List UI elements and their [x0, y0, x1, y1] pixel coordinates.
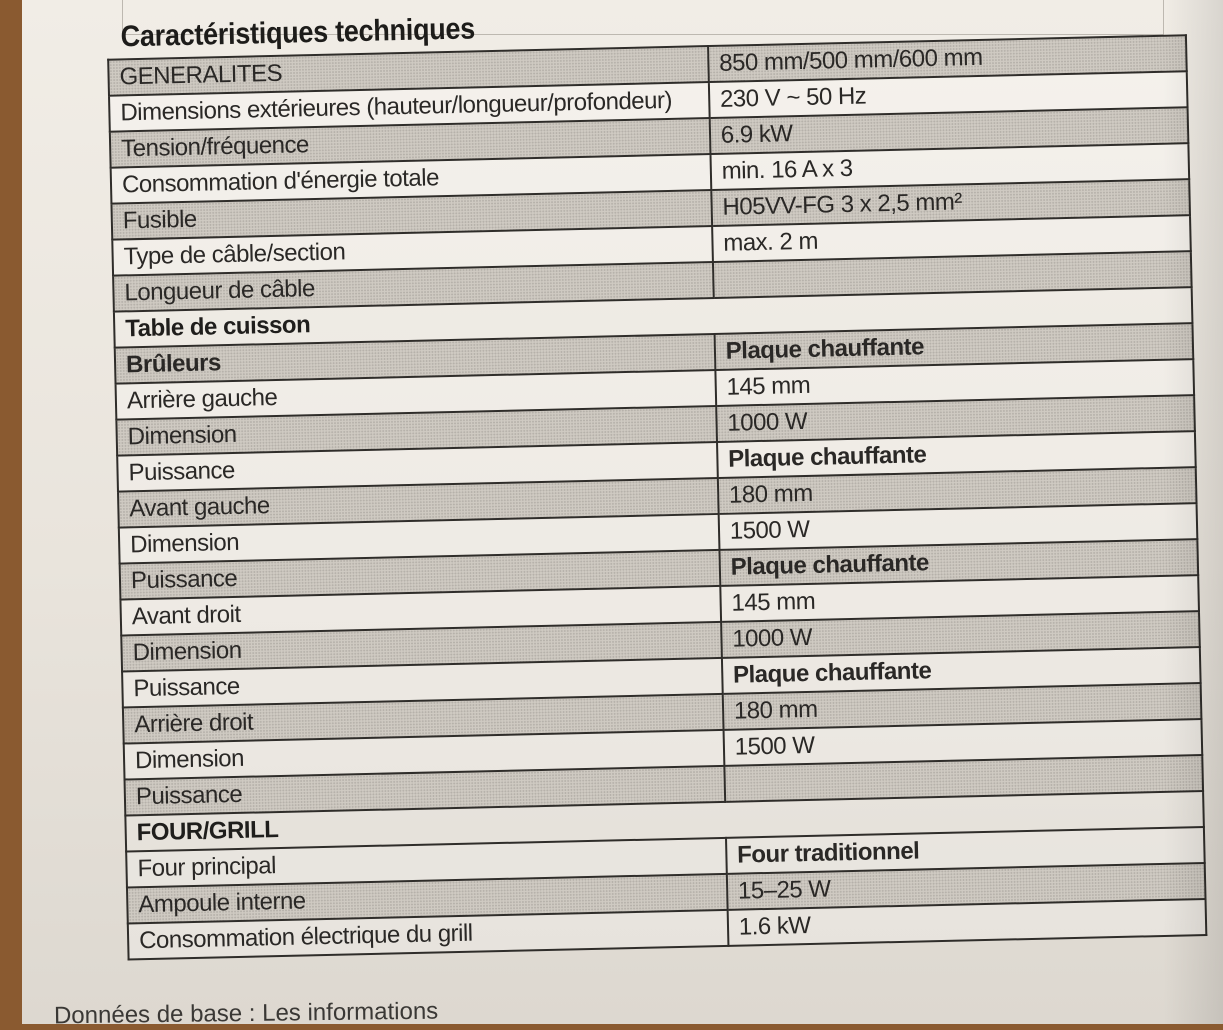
burner-type: Plaque chauffante	[719, 539, 1198, 586]
spec-label: Dimension	[124, 730, 724, 780]
burner-power: 1000 W	[721, 611, 1200, 658]
spec-value: Four traditionnel	[726, 827, 1205, 874]
section-header-four-grill: FOUR/GRILL	[125, 791, 1204, 851]
spec-label: Dimension	[116, 406, 716, 456]
burner-dimension: 180 mm	[718, 467, 1197, 514]
spec-sheet	[50, 0, 1221, 962]
manual-page	[22, 0, 1223, 1030]
burner-position: Avant droit	[120, 586, 720, 636]
page-title: Caractéristiques techniques	[120, 12, 476, 54]
spec-label: Dimensions extérieures (hauteur/longueur/profondeur)	[109, 82, 709, 132]
spec-label: Consommation électrique du grill	[128, 910, 728, 960]
spec-label: Puissance	[125, 766, 725, 816]
burner-position: Arrière droit	[123, 694, 723, 744]
spec-label: Fusible	[111, 190, 711, 240]
spec-label: Type de câble/section	[112, 226, 712, 276]
section-header-table-de-cuisson: Table de cuisson	[114, 287, 1193, 347]
burner-type: Plaque chauffante	[714, 323, 1193, 370]
spec-label: Dimension	[119, 514, 719, 564]
burner-power: 1000 W	[716, 395, 1195, 442]
burner-position: Arrière gauche	[116, 370, 716, 420]
spec-label: Puissance	[117, 442, 717, 492]
spec-table	[107, 34, 1207, 960]
spec-label: Puissance	[120, 550, 720, 600]
burner-power: 1500 W	[718, 503, 1197, 550]
section-header-generalites: GENERALITES	[108, 46, 708, 96]
spec-value: 1.6 kW	[727, 899, 1206, 946]
spec-label: Puissance	[122, 658, 722, 708]
page-shadow	[1163, 0, 1223, 1024]
burner-dimension: 180 mm	[723, 683, 1202, 730]
burner-type: Plaque chauffante	[722, 647, 1201, 694]
burner-position: Avant gauche	[118, 478, 718, 528]
spec-value: 6.9 kW	[709, 107, 1188, 154]
spec-label: Ampoule interne	[127, 874, 727, 924]
spec-label: Dimension	[121, 622, 721, 672]
burners-header: Brûleurs	[115, 334, 715, 384]
spec-value: 850 mm/500 mm/600 mm	[708, 35, 1187, 82]
burner-type: Plaque chauffante	[717, 431, 1196, 478]
spec-value: 15–25 W	[727, 863, 1206, 910]
spec-label: Consommation d'énergie totale	[111, 154, 711, 204]
burner-power: 1500 W	[723, 719, 1202, 766]
spec-label: Four principal	[126, 838, 726, 888]
spec-label: Tension/fréquence	[110, 118, 710, 168]
spec-label: Longueur de câble	[113, 262, 713, 312]
footer-text: Données de base : Les informations	[53, 997, 439, 1030]
burner-dimension: 145 mm	[715, 359, 1194, 406]
spec-value: H05VV-FG 3 x 2,5 mm²	[711, 179, 1190, 226]
spec-value: min. 16 A x 3	[710, 143, 1189, 190]
spec-value: 230 V ~ 50 Hz	[709, 71, 1188, 118]
burner-dimension: 145 mm	[720, 575, 1199, 622]
spec-value: max. 2 m	[712, 215, 1191, 262]
